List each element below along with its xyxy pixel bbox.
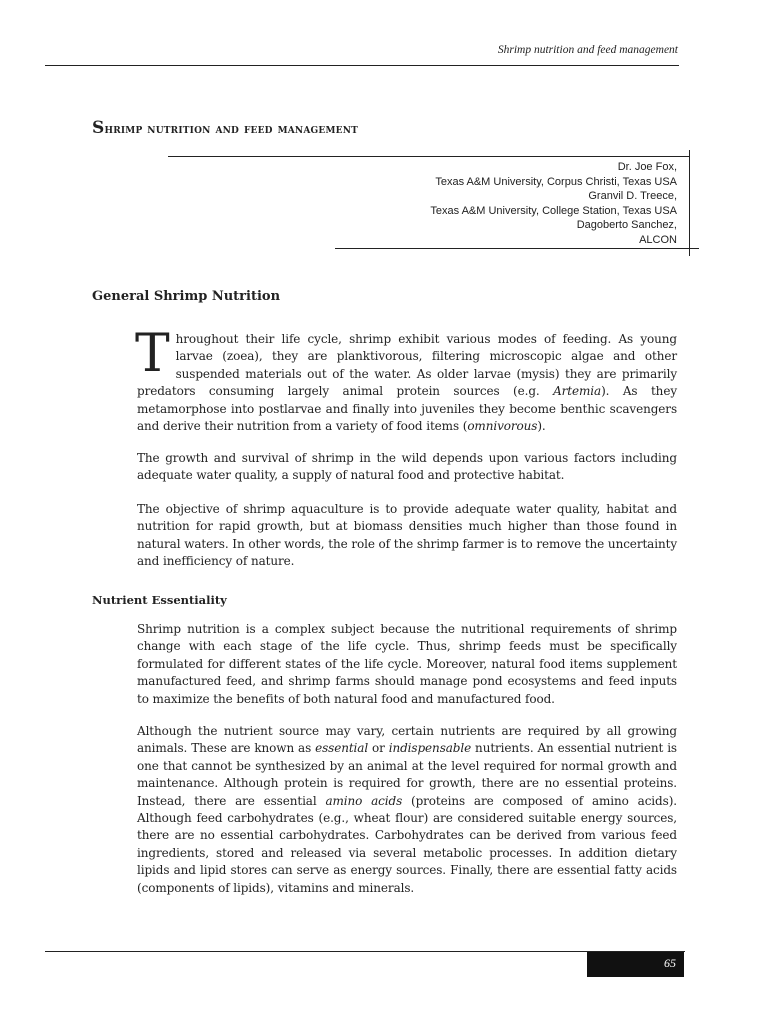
paragraph-growth: The growth and survival of shrimp in the wild depends upon various factors including adequate water quality, a supply of natural food and protective habitat. [137, 451, 677, 483]
author-block [380, 160, 677, 247]
paragraph-intro: Throughout their life cycle, shrimp exhibit various modes of feeding. As young larvae (zoea), they are planktivorous, filtering microscopic algae and other suspended materials out of the water. As older larvae (mysis) they are primarily predators consuming largely animal protein sources (e.g. Artemia). As they metamorphose into postlarvae and finally into juveniles they become benthic scavengers and derive their nutrition from a variety of food items (omnivorous). [135, 324, 677, 434]
header-rule [45, 65, 679, 66]
section-heading-general: General Shrimp Nutrition [92, 289, 281, 304]
author-line: Granvil D. Treece, [588, 190, 677, 202]
author-rule-bottom [335, 248, 699, 249]
paragraph-complex: Shrimp nutrition is a complex subject because the nutritional requirements of shrimp change with each stage of the life cycle. Thus, shrimp feeds must be specifically formulated for different states of the life cycle. Moreover, natural food items supplement manufactured feed, and shrimp farms should manage pond ecosystems and feed inputs to maximize the benefits of both natural food and manufactured food. [137, 622, 677, 706]
page-number: 65 [664, 956, 676, 970]
author-line: Dagoberto Sanchez, [576, 219, 677, 231]
author-line: Texas A&M University, Corpus Christi, Texas USA [435, 175, 677, 188]
page-number-box [587, 952, 684, 977]
author-line: Dr. Joe Fox, [617, 161, 677, 173]
paragraph-objective: The objective of shrimp aquaculture is to provide adequate water quality, habitat and nutrition for rapid growth, but at biomass densities much higher than those found in natural waters. In other words, the role of the shrimp farmer is to remove the uncertainty and inefficiency of nature. [137, 502, 677, 569]
section-heading-essentiality: Nutrient Essentiality [92, 593, 227, 607]
title-text: hrimp nutrition and feed management [104, 121, 359, 137]
running-header: Shrimp nutrition and feed management [497, 44, 678, 56]
drop-cap: T [135, 324, 170, 384]
author-rule-vertical [689, 150, 690, 256]
author-line: ALCON [639, 233, 677, 246]
author-rule-top [168, 156, 690, 157]
article-title [92, 118, 358, 138]
paragraph-essential: Although the nutrient source may vary, certain nutrients are required by all growing animals. These are known as essential or indispensable nutrients. An essential nutrient is one that cannot be synthesized by an animal at the level required for normal growth and maintenance. Although protein is required for growth, there are no essential proteins. Instead, there are essential amino acids (proteins are composed of amino acids). Although feed carbohydrates (e.g., wheat flour) are considered suitable energy sources, there are no essential carbohydrates. Carbohydrates can be derived from various feed ingredients, stored and released via several metabolic processes. In addition dietary lipids and lipid stores can serve as energy sources. Finally, there are essential fatty acids (components of lipids), vitamins and minerals. [137, 724, 677, 895]
author-line: Texas A&M University, College Station, Texas USA [430, 204, 677, 217]
title-initial: S [92, 118, 105, 138]
